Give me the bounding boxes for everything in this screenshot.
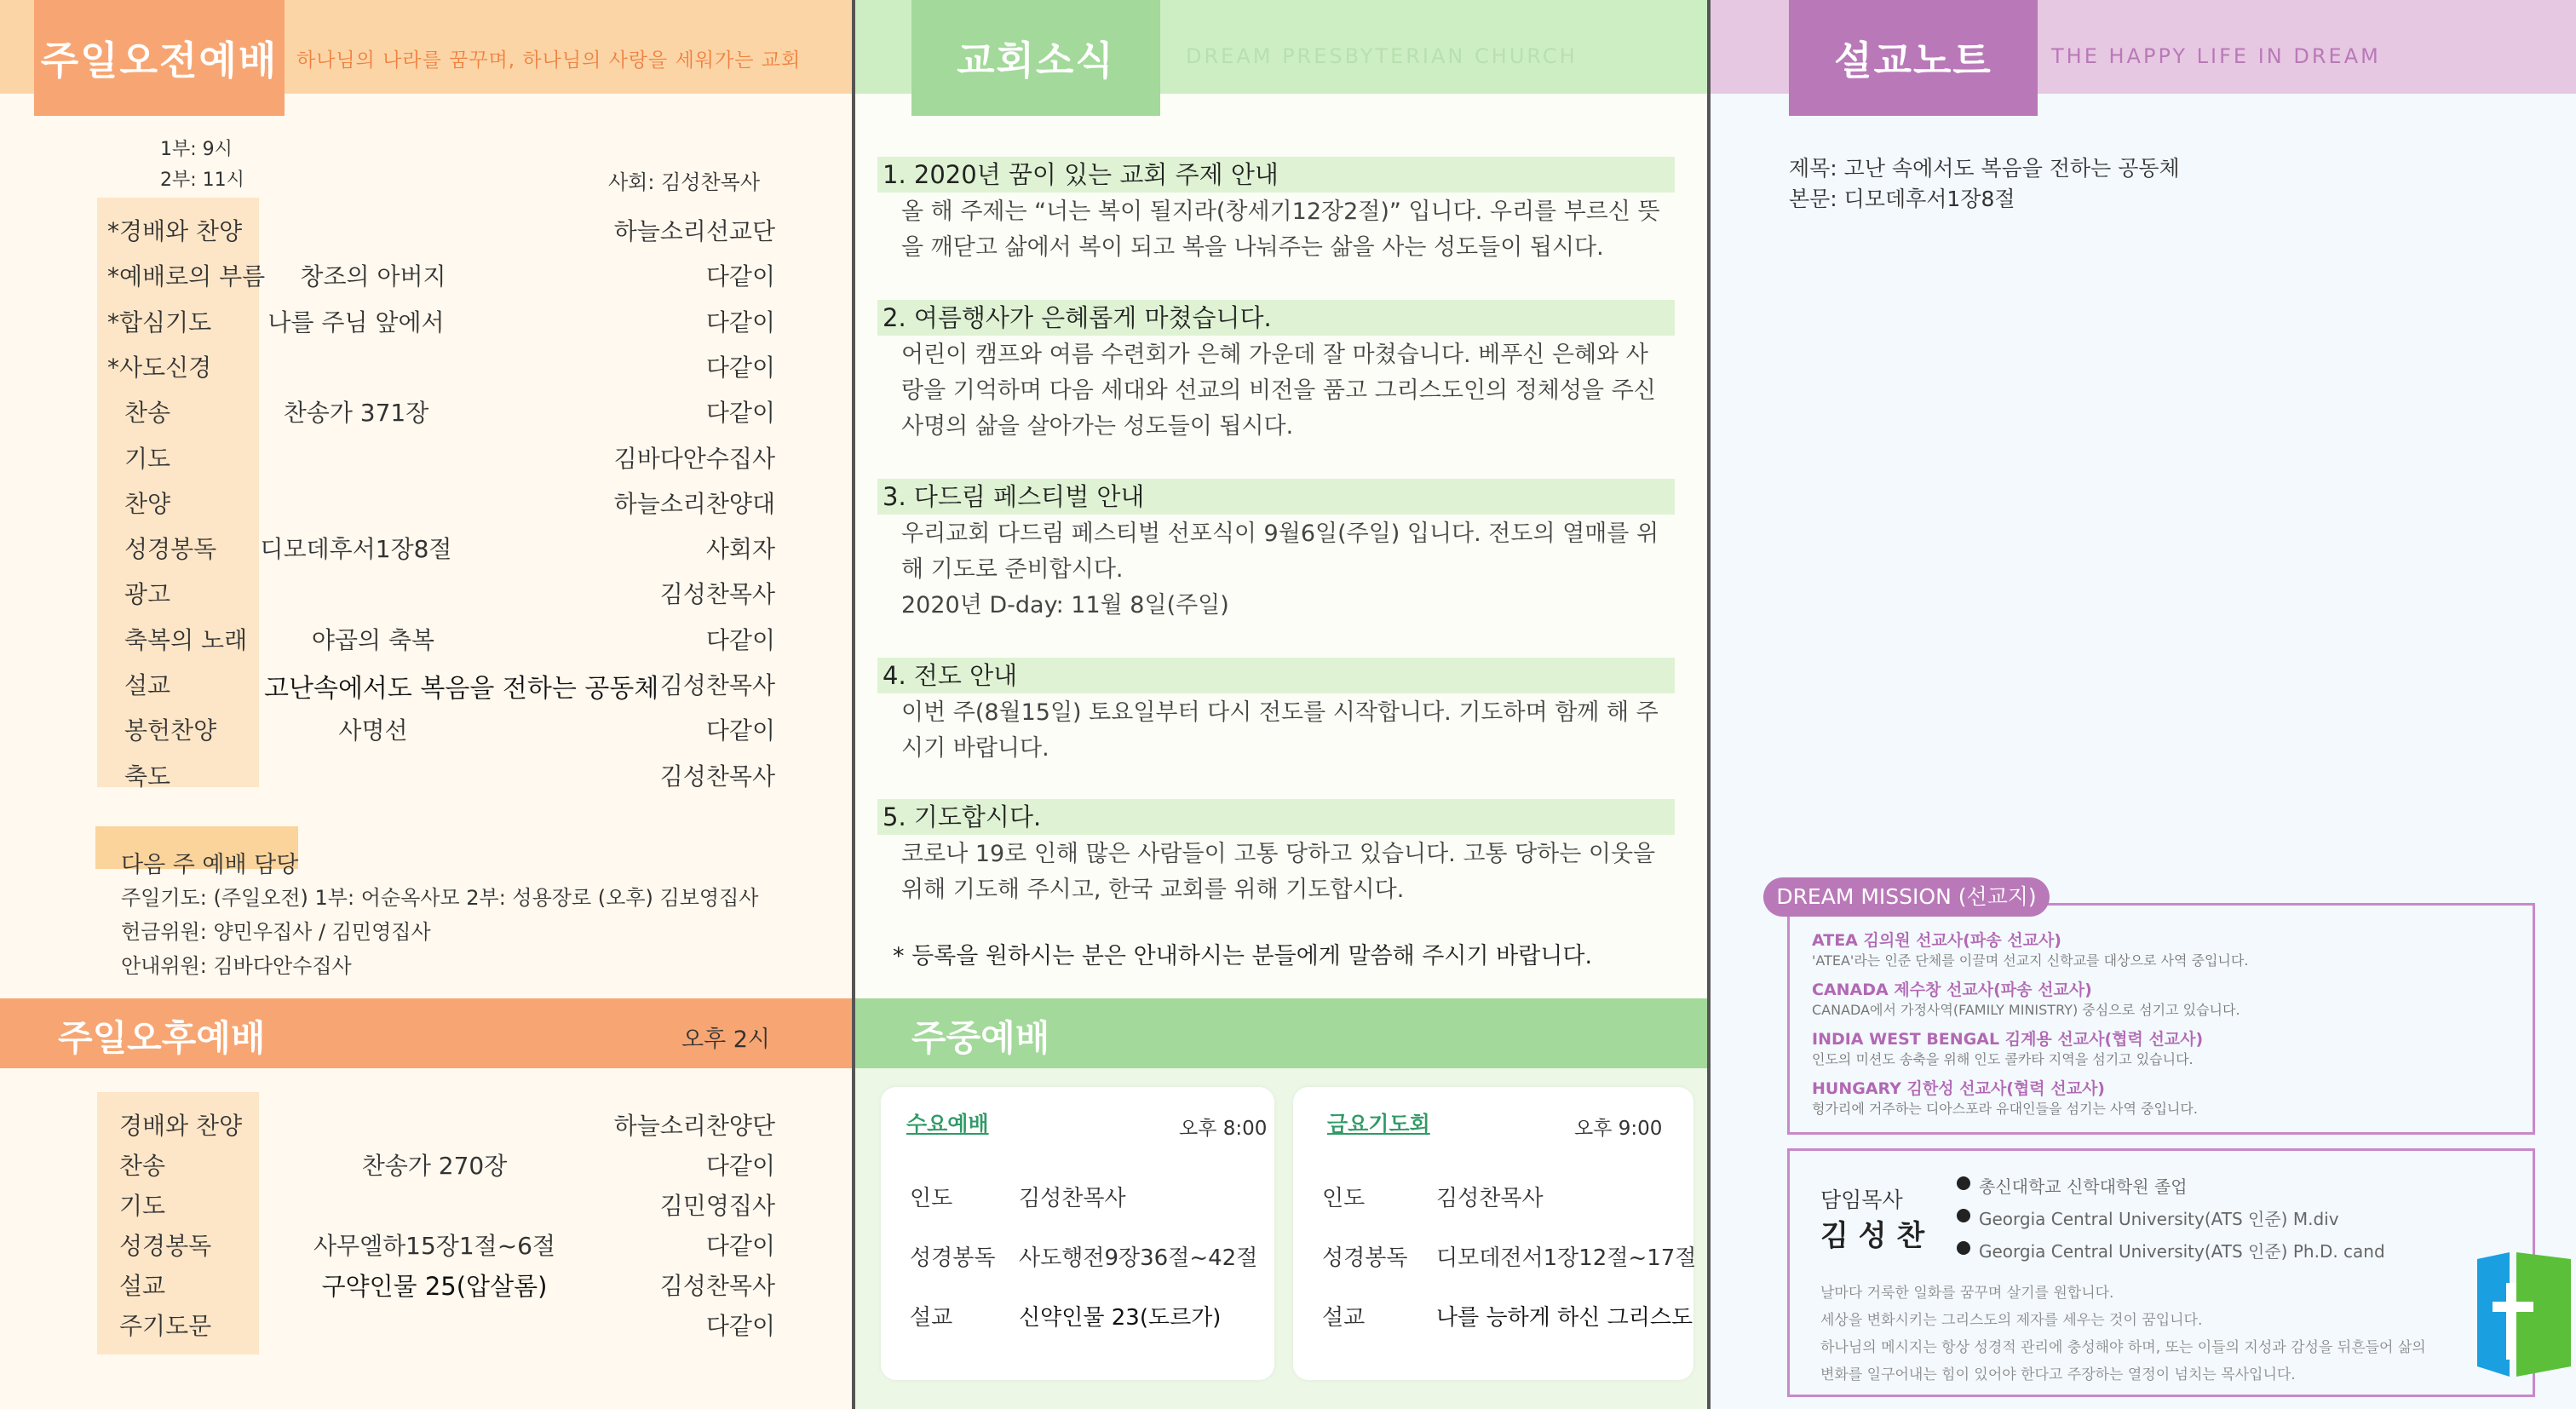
pastor-box: [1787, 1148, 2535, 1397]
news-line: 시기 바랍니다.: [901, 735, 1049, 762]
wed-service-card: [881, 1087, 1274, 1380]
service-row-value: 김성찬목사: [1436, 1186, 1544, 1211]
wed-service-name: 수요예배: [906, 1112, 989, 1136]
order-item: 축복의 노래: [124, 625, 248, 654]
order-leader: 다같이: [705, 625, 775, 654]
afternoon-leader: 다같이: [705, 1232, 775, 1260]
service-row-label: 설교: [910, 1305, 953, 1331]
order-content: 사명선: [338, 716, 408, 745]
worship-subtitle: 하나님의 나라를 꿈꾸며, 하나님의 사랑을 세워가는 교회: [296, 49, 802, 72]
afternoon-item: 주기도문: [119, 1312, 212, 1340]
order-leader: 다같이: [705, 262, 775, 291]
order-leader: 김성찬목사: [659, 762, 775, 791]
order-leader: 다같이: [705, 716, 775, 745]
fri-service-name: 금요기도회: [1327, 1112, 1430, 1136]
news-title: 5. 기도합시다.: [877, 799, 1675, 835]
news-title: 교회소식: [911, 0, 1160, 116]
next-week-line: 헌금위원: 양민우집사 / 김민영집사: [121, 920, 431, 944]
credential-bullet-icon: [1957, 1209, 1970, 1222]
presider-label: 사회: 김성찬목사: [608, 170, 761, 194]
order-item: 성경봉독: [124, 535, 217, 564]
mission-desc: 'ATEA'라는 인준 단체를 이끌며 선교지 신학교를 대상으로 사역 중입니다.: [1812, 952, 2249, 969]
afternoon-item: 설교: [119, 1272, 166, 1300]
news-line: 올 해 주제는 “너는 복이 될지라(창세기12장2절)” 입니다. 우리를 부르신 뜻: [901, 198, 1660, 225]
news-line: 해 기도로 준비합시다.: [901, 556, 1124, 583]
afternoon-content: 사무엘하15장1절~6절: [313, 1232, 556, 1260]
service-row-label: 성경봉독: [1322, 1245, 1408, 1271]
service-row-value: 나를 능하게 하신 그리스도: [1436, 1305, 1693, 1331]
order-leader: 사회자: [705, 535, 775, 564]
registration-note: * 등록을 원하시는 분은 안내하시는 분들에게 말씀해 주시기 바랍니다.: [893, 943, 1593, 969]
service-time-1: 1부: 9시: [160, 139, 233, 160]
fri-service-time: 오후 9:00: [1574, 1118, 1663, 1140]
mission-desc: 헝가리에 거주하는 디아스포라 유대인들을 섬기는 사역 중입니다.: [1812, 1101, 2198, 1117]
pastor-bio-line: 하나님의 메시지는 항상 성경적 관리에 충성해야 하며, 또는 이들의 지성과 감성을 뒤흔들어 삶의: [1820, 1339, 2426, 1356]
order-item: *예배로의 부름: [107, 262, 266, 291]
service-row-value: 김성찬목사: [1019, 1186, 1126, 1211]
fri-service-card: [1293, 1087, 1697, 1380]
order-item: 찬송: [124, 399, 171, 428]
worship-order-panel: [0, 0, 852, 1409]
mission-name: ATEA 김의원 선교사(파송 선교사): [1812, 931, 2061, 950]
news-title: 1. 2020년 꿈이 있는 교회 주제 안내: [877, 157, 1675, 193]
order-leader: 김성찬목사: [659, 671, 775, 699]
church-news-panel: [852, 0, 1711, 1409]
afternoon-leader: 김성찬목사: [659, 1272, 775, 1300]
order-content: 창조의 아버지: [300, 262, 446, 291]
afternoon-item: 찬송: [119, 1152, 166, 1180]
news-title: 3. 다드림 페스티벌 안내: [877, 479, 1675, 515]
afternoon-content: 찬송가 270장: [361, 1152, 508, 1180]
pastor-bio-line: 날마다 거룩한 일화를 꿈꾸며 살기를 원합니다.: [1820, 1285, 2114, 1302]
news-title: 2. 여름행사가 은혜롭게 마쳤습니다.: [877, 300, 1675, 336]
afternoon-time: 오후 2시: [681, 1027, 771, 1053]
afternoon-leader: 다같이: [705, 1312, 775, 1340]
order-leader: 하늘소리선교단: [613, 217, 775, 245]
afternoon-leader: 하늘소리찬양단: [613, 1112, 775, 1140]
church-cross-logo: [2477, 1249, 2571, 1377]
service-time-2: 2부: 11시: [160, 170, 244, 191]
news-line: 2020년 D-day: 11월 8일(주일): [901, 592, 1229, 618]
service-row-value: 사도행전9장36절~42절: [1019, 1245, 1258, 1271]
afternoon-item: 성경봉독: [119, 1232, 212, 1260]
news-subtitle: DREAM PRESBYTERIAN CHURCH: [1186, 44, 1578, 68]
next-week-heading: 다음 주 예배 담당: [121, 852, 299, 878]
news-body: [901, 695, 1676, 767]
mission-box: [1787, 903, 2535, 1135]
mission-desc: 인도의 미션도 송축을 위해 인도 콜카타 지역을 섬기고 있습니다.: [1812, 1051, 2194, 1067]
news-body: [901, 837, 1676, 908]
order-content: 찬송가 371장: [283, 399, 429, 428]
next-week-line: 안내위원: 김바다안수집사: [121, 954, 352, 978]
service-row-label: 설교: [1322, 1305, 1366, 1331]
service-row-label: 성경봉독: [910, 1245, 996, 1271]
news-line: 코로나 19로 인해 많은 사람들이 고통 당하고 있습니다. 고통 당하는 이웃을: [901, 841, 1656, 867]
news-line: 이번 주(8월15일) 토요일부터 다시 전도를 시작합니다. 기도하며 함께 해 주: [901, 699, 1659, 726]
order-leader: 다같이: [705, 308, 775, 336]
order-item: 광고: [124, 580, 171, 609]
order-content: 디모데후서1장8절: [260, 535, 452, 564]
afternoon-content: 구약인물 25(압살롬): [321, 1272, 548, 1301]
order-leader: 김성찬목사: [659, 580, 775, 609]
news-body: [901, 337, 1676, 445]
credential-bullet-icon: [1957, 1176, 1970, 1190]
service-row-value: 신약인물 23(도르가): [1019, 1305, 1222, 1331]
wed-service-time: 오후 8:00: [1179, 1118, 1268, 1140]
notes-subtitle: THE HAPPY LIFE IN DREAM: [2051, 44, 2381, 68]
news-line: 위해 기도해 주시고, 한국 교회를 위해 기도합시다.: [901, 877, 1405, 903]
order-leader: 하늘소리찬양대: [613, 489, 775, 518]
news-line: 을 깨닫고 삶에서 복이 되고 복을 나눠주는 삶을 사는 성도들이 됩시다.: [901, 234, 1604, 261]
order-content: 나를 주님 앞에서: [267, 308, 445, 336]
mission-heading: DREAM MISSION (선교지): [1763, 877, 2050, 917]
order-item: *경배와 찬양: [107, 217, 243, 245]
order-item: 기도: [124, 444, 171, 473]
weekday-title: 주중예배: [911, 1017, 1050, 1059]
afternoon-item: 기도: [119, 1192, 166, 1220]
order-leader: 다같이: [705, 399, 775, 428]
afternoon-title: 주일오후예배: [58, 1017, 266, 1059]
order-item: 축도: [124, 762, 171, 791]
order-item: 봉헌찬양: [124, 716, 217, 745]
order-leader: 김바다안수집사: [613, 444, 775, 473]
next-week-line: 주일기도: (주일오전) 1부: 어순옥사모 2부: 성용장로 (오후) 김보영집사: [121, 886, 759, 910]
order-leader: 다같이: [705, 353, 775, 382]
order-item: *합심기도: [107, 308, 212, 336]
news-body: [901, 516, 1676, 624]
service-row-label: 인도: [1322, 1186, 1366, 1211]
order-item: 찬양: [124, 489, 171, 518]
credential-item: Georgia Central University(ATS 인준) Ph.D. cand: [1979, 1241, 2385, 1262]
order-item: 설교: [124, 671, 171, 699]
sermon-notes-panel: [1711, 0, 2576, 1409]
order-content: 고난속에서도 복음을 전하는 공동체: [264, 674, 659, 704]
notes-title: 설교노트: [1789, 0, 2038, 116]
news-line: 어린이 캠프와 여름 수련회가 은혜 가운데 잘 마쳤습니다. 베푸신 은혜와 사: [901, 342, 1648, 368]
afternoon-leader: 다같이: [705, 1152, 775, 1180]
worship-title: 주일오전예배: [34, 0, 285, 116]
credential-item: 총신대학교 신학대학원 졸업: [1979, 1176, 2188, 1197]
afternoon-leader: 김민영집사: [659, 1192, 775, 1220]
news-line: 사명의 삶을 살아가는 성도들이 됩시다.: [901, 413, 1294, 440]
mission-desc: CANADA에서 가정사역(FAMILY MINISTRY) 중심으로 섬기고 있습니다.: [1812, 1002, 2240, 1018]
afternoon-item: 경배와 찬양: [119, 1112, 243, 1140]
pastor-bio-line: 변화를 일구어내는 힘이 있어야 한다고 주장하는 열정이 넘치는 목사입니다.: [1820, 1366, 2296, 1383]
news-line: 우리교회 다드림 페스티벌 선포식이 9월6일(주일) 입니다. 전도의 열매를 위: [901, 520, 1659, 547]
service-row-value: 디모데전서1장12절~17절: [1436, 1245, 1697, 1271]
pastor-role: 담임목사: [1820, 1188, 1903, 1212]
mission-name: INDIA WEST BENGAL 김계용 선교사(협력 선교사): [1812, 1030, 2204, 1049]
sermon-title: 제목: 고난 속에서도 복음을 전하는 공동체: [1789, 156, 2180, 181]
order-content: 야곱의 축복: [311, 625, 435, 654]
news-title: 4. 전도 안내: [877, 658, 1675, 693]
news-line: 랑을 기억하며 다음 세대와 선교의 비전을 품고 그리스도인의 정체성을 주신: [901, 377, 1656, 404]
sermon-text: 본문: 디모데후서1장8절: [1789, 187, 2015, 211]
mission-name: HUNGARY 김한성 선교사(협력 선교사): [1812, 1079, 2105, 1098]
news-body: [901, 194, 1676, 266]
pastor-bio-line: 세상을 변화시키는 그리스도의 제자를 세우는 것이 꿈입니다.: [1820, 1312, 2203, 1329]
pastor-name: 김 성 찬: [1820, 1219, 1925, 1253]
order-item: *사도신경: [107, 353, 212, 382]
service-row-label: 인도: [910, 1186, 953, 1211]
mission-name: CANADA 제수창 선교사(파송 선교사): [1812, 981, 2092, 999]
credential-item: Georgia Central University(ATS 인준) M.div: [1979, 1209, 2339, 1229]
credential-bullet-icon: [1957, 1241, 1970, 1255]
